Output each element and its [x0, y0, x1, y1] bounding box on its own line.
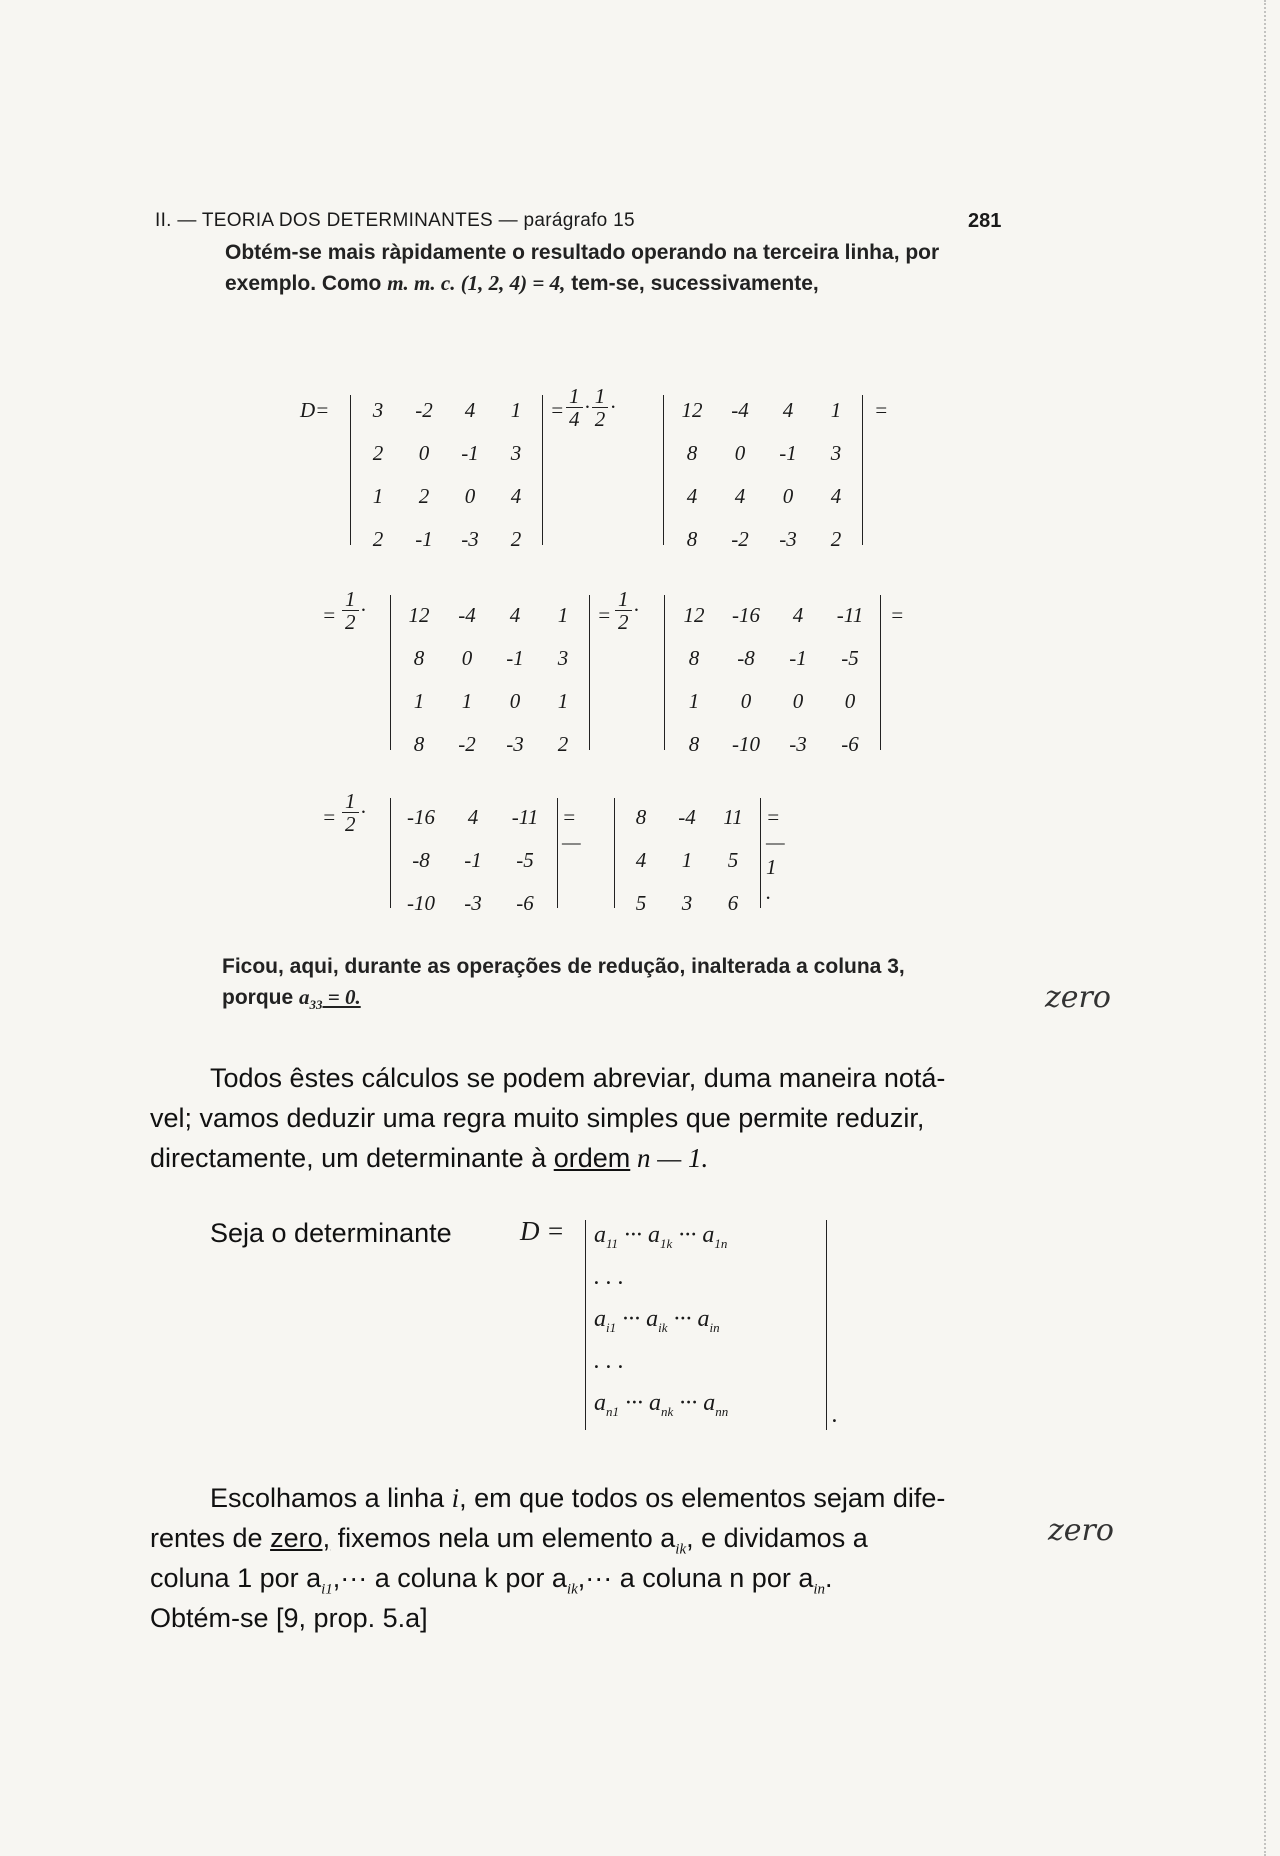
matrix-cell: -4 [678, 805, 696, 829]
matrix-cell: 6 [727, 891, 739, 915]
matrix-cell: -3 [779, 527, 797, 551]
page-number: 281 [968, 210, 1002, 232]
matrix-cell: 1 [830, 398, 842, 422]
matrix-cell: 4 [830, 484, 842, 508]
paragraph-4-lead: Seja o determinante [210, 1218, 452, 1248]
paragraph-2-line-1: Ficou, aqui, durante as operações de redução, inalterada a coluna 3, [222, 955, 905, 978]
matrix-cell: 0 [734, 441, 746, 465]
matrix-cell: -8 [737, 646, 755, 670]
matrix-cell: -1 [415, 527, 433, 551]
matrix-cell: 1 [510, 398, 522, 422]
matrix-cell: -16 [407, 805, 435, 829]
matrix-cell: 8 [686, 527, 698, 551]
matrix-cell: -3 [506, 732, 524, 756]
matrix-cell: 2 [372, 441, 384, 465]
matrix-cell: 12 [681, 398, 703, 422]
margin-note-1: zero [1045, 980, 1111, 1015]
matrix-cell: -1 [464, 848, 482, 872]
matrix-cell: 4 [734, 484, 746, 508]
general-det-left-bar [585, 1220, 586, 1430]
matrix-cell: -1 [461, 441, 479, 465]
matrix-cell: -3 [464, 891, 482, 915]
matrix-cell: 2 [510, 527, 522, 551]
matrix-cell: 8 [686, 441, 698, 465]
matrix-cell: 4 [509, 603, 521, 627]
page-edge [1264, 0, 1272, 1856]
paragraph-3-line-3: directamente, um determinante à ordem n — 1. [150, 1143, 709, 1173]
paragraph-3-line-2: vel; vamos deduzir uma regra muito simples que permite reduzir, [150, 1103, 925, 1133]
matrix-cell: 4 [467, 805, 479, 829]
matrix-cell: 0 [464, 484, 476, 508]
matrix-cell: 3 [830, 441, 842, 465]
matrix-cell: 1 [688, 689, 700, 713]
matrix-cell: 1 [413, 689, 425, 713]
matrix-cell: 3 [510, 441, 522, 465]
matrix-cell: -4 [731, 398, 749, 422]
matrix-cell: 2 [557, 732, 569, 756]
matrix-cell: 5 [635, 891, 647, 915]
matrix-cell: -2 [415, 398, 433, 422]
matrix-cell: 1 [557, 603, 569, 627]
matrix-cell: -16 [732, 603, 760, 627]
general-det-row: $a_{11}$ ··· $a_{1k}$ ··· $a_{1n}$ [594, 1222, 728, 1251]
paragraph-2-line-2: porque $a_{33} = 0$. [222, 985, 361, 1013]
matrix-cell: 8 [413, 732, 425, 756]
matrix-cell: 3 [372, 398, 384, 422]
matrix-cell: 1 [461, 689, 473, 713]
matrix-cell: -10 [732, 732, 760, 756]
matrix-cell: 8 [635, 805, 647, 829]
matrix-cell: 1 [681, 848, 693, 872]
matrix-cell: 12 [683, 603, 705, 627]
matrix-cell: -2 [731, 527, 749, 551]
matrix-cell: 0 [461, 646, 473, 670]
matrix-cell: 2 [372, 527, 384, 551]
matrix-cell: 4 [510, 484, 522, 508]
matrix-cell: 0 [792, 689, 804, 713]
matrix-cell: -6 [516, 891, 534, 915]
general-det-row: . . . [594, 1348, 624, 1374]
matrix-cell: 8 [413, 646, 425, 670]
matrix-cell: 3 [557, 646, 569, 670]
matrix-cell: 8 [688, 732, 700, 756]
general-determinant-lhs: D = [520, 1216, 565, 1246]
matrix-cell: 3 [681, 891, 693, 915]
matrix-cell: 12 [408, 603, 430, 627]
matrix-cell: 1 [557, 689, 569, 713]
matrix-cell: -4 [458, 603, 476, 627]
paragraph-5-line-3: coluna 1 por $a_{i1},\cdot\cdot\cdot a$ coluna k por $a_{ik},\cdot\cdot\cdot a$ coluna n por $a_{in}$. [150, 1563, 833, 1598]
paragraph-1-line-1: Obtém-se mais ràpidamente o resultado operando na terceira linha, por [225, 241, 940, 264]
matrix-cell: 4 [792, 603, 804, 627]
matrix-cell: -10 [407, 891, 435, 915]
matrix-cell: -11 [511, 805, 539, 829]
matrix-cell: -11 [836, 603, 864, 627]
matrix-cell: 0 [844, 689, 856, 713]
matrix-cell: -8 [412, 848, 430, 872]
matrix-cell: 5 [727, 848, 739, 872]
matrix-cell: 4 [464, 398, 476, 422]
matrix-cell: 0 [740, 689, 752, 713]
matrix-cell: 4 [635, 848, 647, 872]
general-det-row: $a_{i1}$ ··· $a_{ik}$ ··· $a_{in}$ [594, 1306, 720, 1335]
margin-note-2: zero [1048, 1513, 1114, 1548]
matrix-cell: 11 [723, 805, 743, 829]
matrix-cell: -1 [779, 441, 797, 465]
matrix-cell: -3 [789, 732, 807, 756]
book-page: II. — TEORIA DOS DETERMINANTES — parágrafo 15 281 Obtém-se mais ràpidamente o resultado operando na terceira linha, por exemplo. Como m. m. c. (1, 2, 4) = 4, tem-se, sucessivamente, D= 3 -2 4 1 2 0 -1 3 1 2 0 4 2 -1 -3 2 = 1 4 · 1 2 · 12 -4 4 1 8 0 -1 3 4 4 0 4 8 -2 -3 2 = = 1 2 · 12 -4 4 1 8 0 -1 3 1 1 0 1 8 -2 -3 2 = 1 2 · 12 -16 4 -11 8 -8 -1 -5 1 0 0 0 8 -10 -3 -6 = = 1 2 · -16 4 -11 -8 -1 -5 -10 -3 -6 = — 8 -4 11 4 1 5 5 3 6 = — 1 . Ficou, aqui, durante as operações de redução, inalterada a coluna 3, porque $a_{33} = 0$. zero Todos êstes cálculos se podem abreviar, duma maneira notá- vel; vamos deduzir uma regra muito simples que permite reduzir, directamente, um determinante à ordem n — 1. Seja o determinante D = $a_{11}$ ··· $a_{1k}$ ··· $a_{1n}$ . . . $a_{i1}$ ··· $a_{ik}$ ··· $a_{in}$ . . . $a_{n1}$ ··· $a_{nk}$ ··· $a_{nn}$ . Escolhamos a linha i, em que todos os elementos sejam dife- rentes de zero, fixemos nela um elemento $a_{ik}$, e dividamos a coluna 1 por $a_{i1},\cdot\cdot\cdot a$ coluna k por $a_{ik},\cdot\cdot\cdot a$ coluna n por $a_{in}$. Obtém-se [9, prop. 5.a] zero [0, 0, 1280, 1856]
matrix-cell: 8 [688, 646, 700, 670]
matrix-cell: 4 [782, 398, 794, 422]
matrix-cell: -1 [506, 646, 524, 670]
general-det-row: $a_{n1}$ ··· $a_{nk}$ ··· $a_{nn}$ [594, 1390, 729, 1419]
matrix-cell: 1 [372, 484, 384, 508]
paragraph-3-line-1: Todos êstes cálculos se podem abreviar, duma maneira notá- [210, 1063, 946, 1093]
matrix-cell: -5 [516, 848, 534, 872]
general-det-end: . [832, 1402, 838, 1428]
matrix-cell: -6 [841, 732, 859, 756]
matrix-cell: 4 [686, 484, 698, 508]
running-head: II. — TEORIA DOS DETERMINANTES — parágrafo 15 [155, 210, 635, 231]
matrix-cell: 0 [782, 484, 794, 508]
paragraph-5-line-2: rentes de zero, fixemos nela um elemento $a_{ik}$, e dividamos a [150, 1523, 868, 1558]
matrix-cell: -2 [458, 732, 476, 756]
matrix-cell: -1 [789, 646, 807, 670]
matrix-cell: 0 [509, 689, 521, 713]
matrix-cell: 2 [830, 527, 842, 551]
paragraph-1-line-2: exemplo. Como m. m. c. (1, 2, 4) = 4, tem-se, sucessivamente, [225, 271, 819, 295]
matrix-cell: 0 [418, 441, 430, 465]
general-det-right-bar [826, 1220, 827, 1430]
paragraph-5-line-4: Obtém-se [9, prop. 5.a] [150, 1603, 428, 1633]
matrix-cell: 2 [418, 484, 430, 508]
matrix-cell: -5 [841, 646, 859, 670]
general-det-row: . . . [594, 1264, 624, 1290]
paragraph-5-line-1: Escolhamos a linha i, em que todos os elementos sejam dife- [210, 1483, 946, 1513]
matrix-cell: -3 [461, 527, 479, 551]
